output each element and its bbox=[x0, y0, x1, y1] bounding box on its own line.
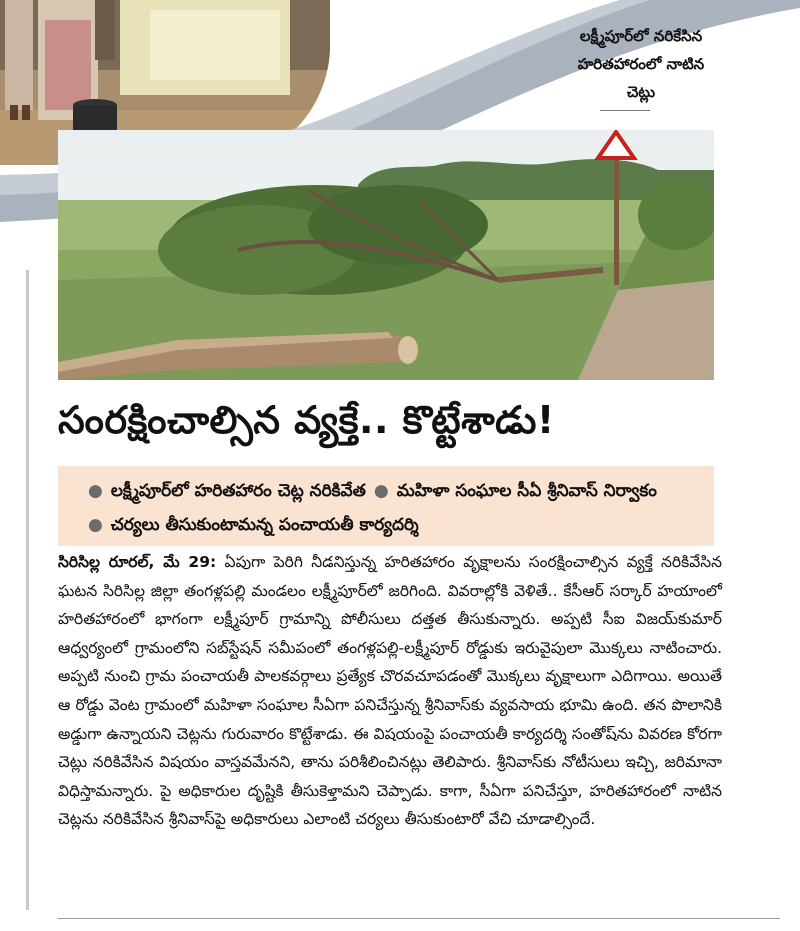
highlights-line-2 bbox=[80, 508, 700, 542]
caption-line-2: హరితహారంలో నాటిన bbox=[577, 55, 705, 73]
main-photo bbox=[58, 130, 714, 380]
column-divider bbox=[26, 270, 29, 910]
highlights-line-1 bbox=[80, 474, 700, 508]
article-text: ఏపుగా పెరిగి నీడనిస్తున్న హరితహారం వృక్షాలను సంరక్షించాల్సిన వ్యక్తే నరికివేసిన ఘటన సిరిసిల్ల జిల్లా తంగళ్లపల్లి మండలం లక్ష్మీపూర్‌లో జరిగింది. వివరాల్లోకి వెళితే.. కేసీఆర్‌ సర్కార్‌ హయాంలో హరితహారంలో భాగంగా లక్ష్మీపూర్‌ గ్రామాన్ని పోలీసులు దత్తత తీసుకున్నారు. అప్పటి సీఐ విజయ్‌కుమార్‌ ఆధ్వర్యంలో గ్రామంలోని సబ్‌స్టేషన్‌ సమీపంలో తంగళ్లపల్లి-లక్ష్మీపూర్‌ రోడ్డుకు ఇరువైపులా మొక్కలు నాటించారు. అప్పటి నుంచి గ్రామ పంచాయతీ పాలకవర్గాలు ప్రత్యేక చొరవచూపడంతో మొక్కలు వృక్షాలుగా ఎదిగాయి. అయితే ఆ రోడ్డు వెంట గ్రామంలో మహిళా సంఘాల సీఏగా పనిచేస్తున్న శ్రీనివాస్‌కు వ్యవసాయ భూమి ఉంది. తన పొలానికి అడ్డుగా ఉన్నాయని చెట్లను గురువారం కొట్టేశాడు. ఈ విషయంపై పంచాయతీ కార్యదర్శి సంతోష్‌ను వివరణ కోరగా చెట్లు నరికివేసిన విషయం వాస్తవమేనని, తాను పరిశీలించినట్లు తెలిపారు. శ్రీనివాస్‌కు నోటీసులు ఇచ్చి, జరిమానా విధిస్తామన్నారు. పై అధికారుల దృష్టికి తీసుకెళ్తామని చెప్పాడు. కాగా, సీఏగా పనిచేస్తూ, హరితహారంలో నాటిన చెట్లను నరికివేసిన శ్రీనివాస్‌పై అధికారులు ఎలాంటి చర్యలు తీసుకుంటారో వేచి చూడాల్సిందే. bbox=[58, 553, 722, 829]
bullet-icon: ● bbox=[373, 481, 389, 501]
bullet-icon: ● bbox=[88, 515, 103, 535]
headline: సంరక్షించాల్సిన వ్యక్తే.. కొట్టేశాడు! bbox=[58, 398, 555, 442]
highlight-item: లక్ష్మీపూర్‌లో హరితహారం చెట్ల నరికివేత bbox=[110, 481, 366, 501]
bullet-icon: ● bbox=[88, 481, 103, 501]
article-dateline: సిరిసిల్ల రూరల్‌, మే 29: bbox=[58, 553, 217, 571]
photo-caption bbox=[528, 22, 754, 106]
highlight-item: మహిళా సంఘాల సీఏ శ్రీనివాస్‌ నిర్వాకం bbox=[396, 481, 657, 501]
article-body bbox=[58, 548, 722, 834]
caption-line-3: చెట్లు bbox=[626, 83, 656, 101]
caption-underline bbox=[600, 110, 650, 111]
bottom-divider bbox=[58, 918, 780, 919]
highlight-item: చర్యలు తీసుకుంటామన్న పంచాయతీ కార్యదర్శి bbox=[110, 515, 419, 535]
felled-tree-photo bbox=[58, 130, 714, 380]
highlights-box bbox=[58, 466, 714, 546]
caption-line-1: లక్ష్మీపూర్‌లో నరికేసిన bbox=[579, 27, 703, 45]
